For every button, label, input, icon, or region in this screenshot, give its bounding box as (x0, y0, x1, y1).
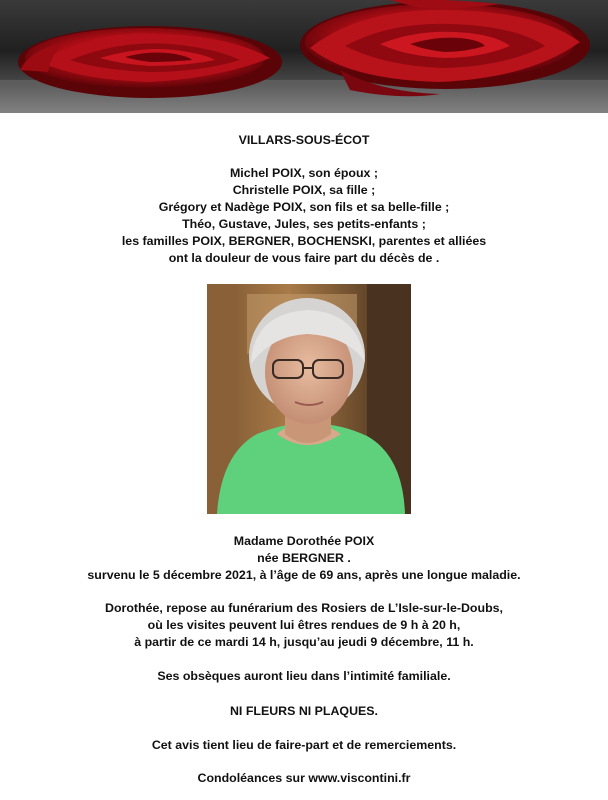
family-line: ont la douleur de vous faire part du décès de . (168, 251, 440, 265)
deceased-name: Madame Dorothée POIX (233, 534, 375, 548)
roses-banner (0, 0, 608, 113)
visits-line: à partir de ce mardi 14 h, jusqu’au jeudi 9 décembre, 11 h. (134, 635, 474, 649)
red-roses-icon (0, 0, 608, 113)
visits-line: où les visites peuvent lui êtres rendues de 9 h à 20 h, (147, 618, 461, 632)
family-line: Grégory et Nadège POIX, son fils et sa belle-fille ; (158, 200, 450, 214)
condolences-line: Condoléances sur www.viscontini.fr (197, 771, 411, 785)
visits-line: Dorothée, repose au funérarium des Rosiers de L’Isle-sur-le-Doubs, (105, 601, 503, 615)
deceased-maiden-name: née BERGNER . (257, 551, 351, 565)
family-line: Christelle POIX, sa fille ; (232, 183, 376, 197)
no-flowers-line: NI FLEURS NI PLAQUES. (229, 704, 378, 718)
notice-line: Cet avis tient lieu de faire-part et de remerciements. (151, 738, 457, 752)
family-line: Michel POIX, son époux ; (229, 166, 379, 180)
portrait-photo-icon (207, 284, 411, 514)
ceremony-line: Ses obsèques auront lieu dans l’intimité familiale. (157, 669, 451, 683)
family-line: les familles POIX, BERGNER, BOCHENSKI, parentes et alliées (121, 234, 487, 248)
place-heading: VILLARS-SOUS-ÉCOT (238, 133, 370, 147)
portrait-photo (207, 284, 411, 514)
death-date: survenu le 5 décembre 2021, à l’âge de 69 ans, après une longue maladie. (87, 568, 521, 582)
family-line: Théo, Gustave, Jules, ses petits-enfants ; (182, 217, 426, 231)
